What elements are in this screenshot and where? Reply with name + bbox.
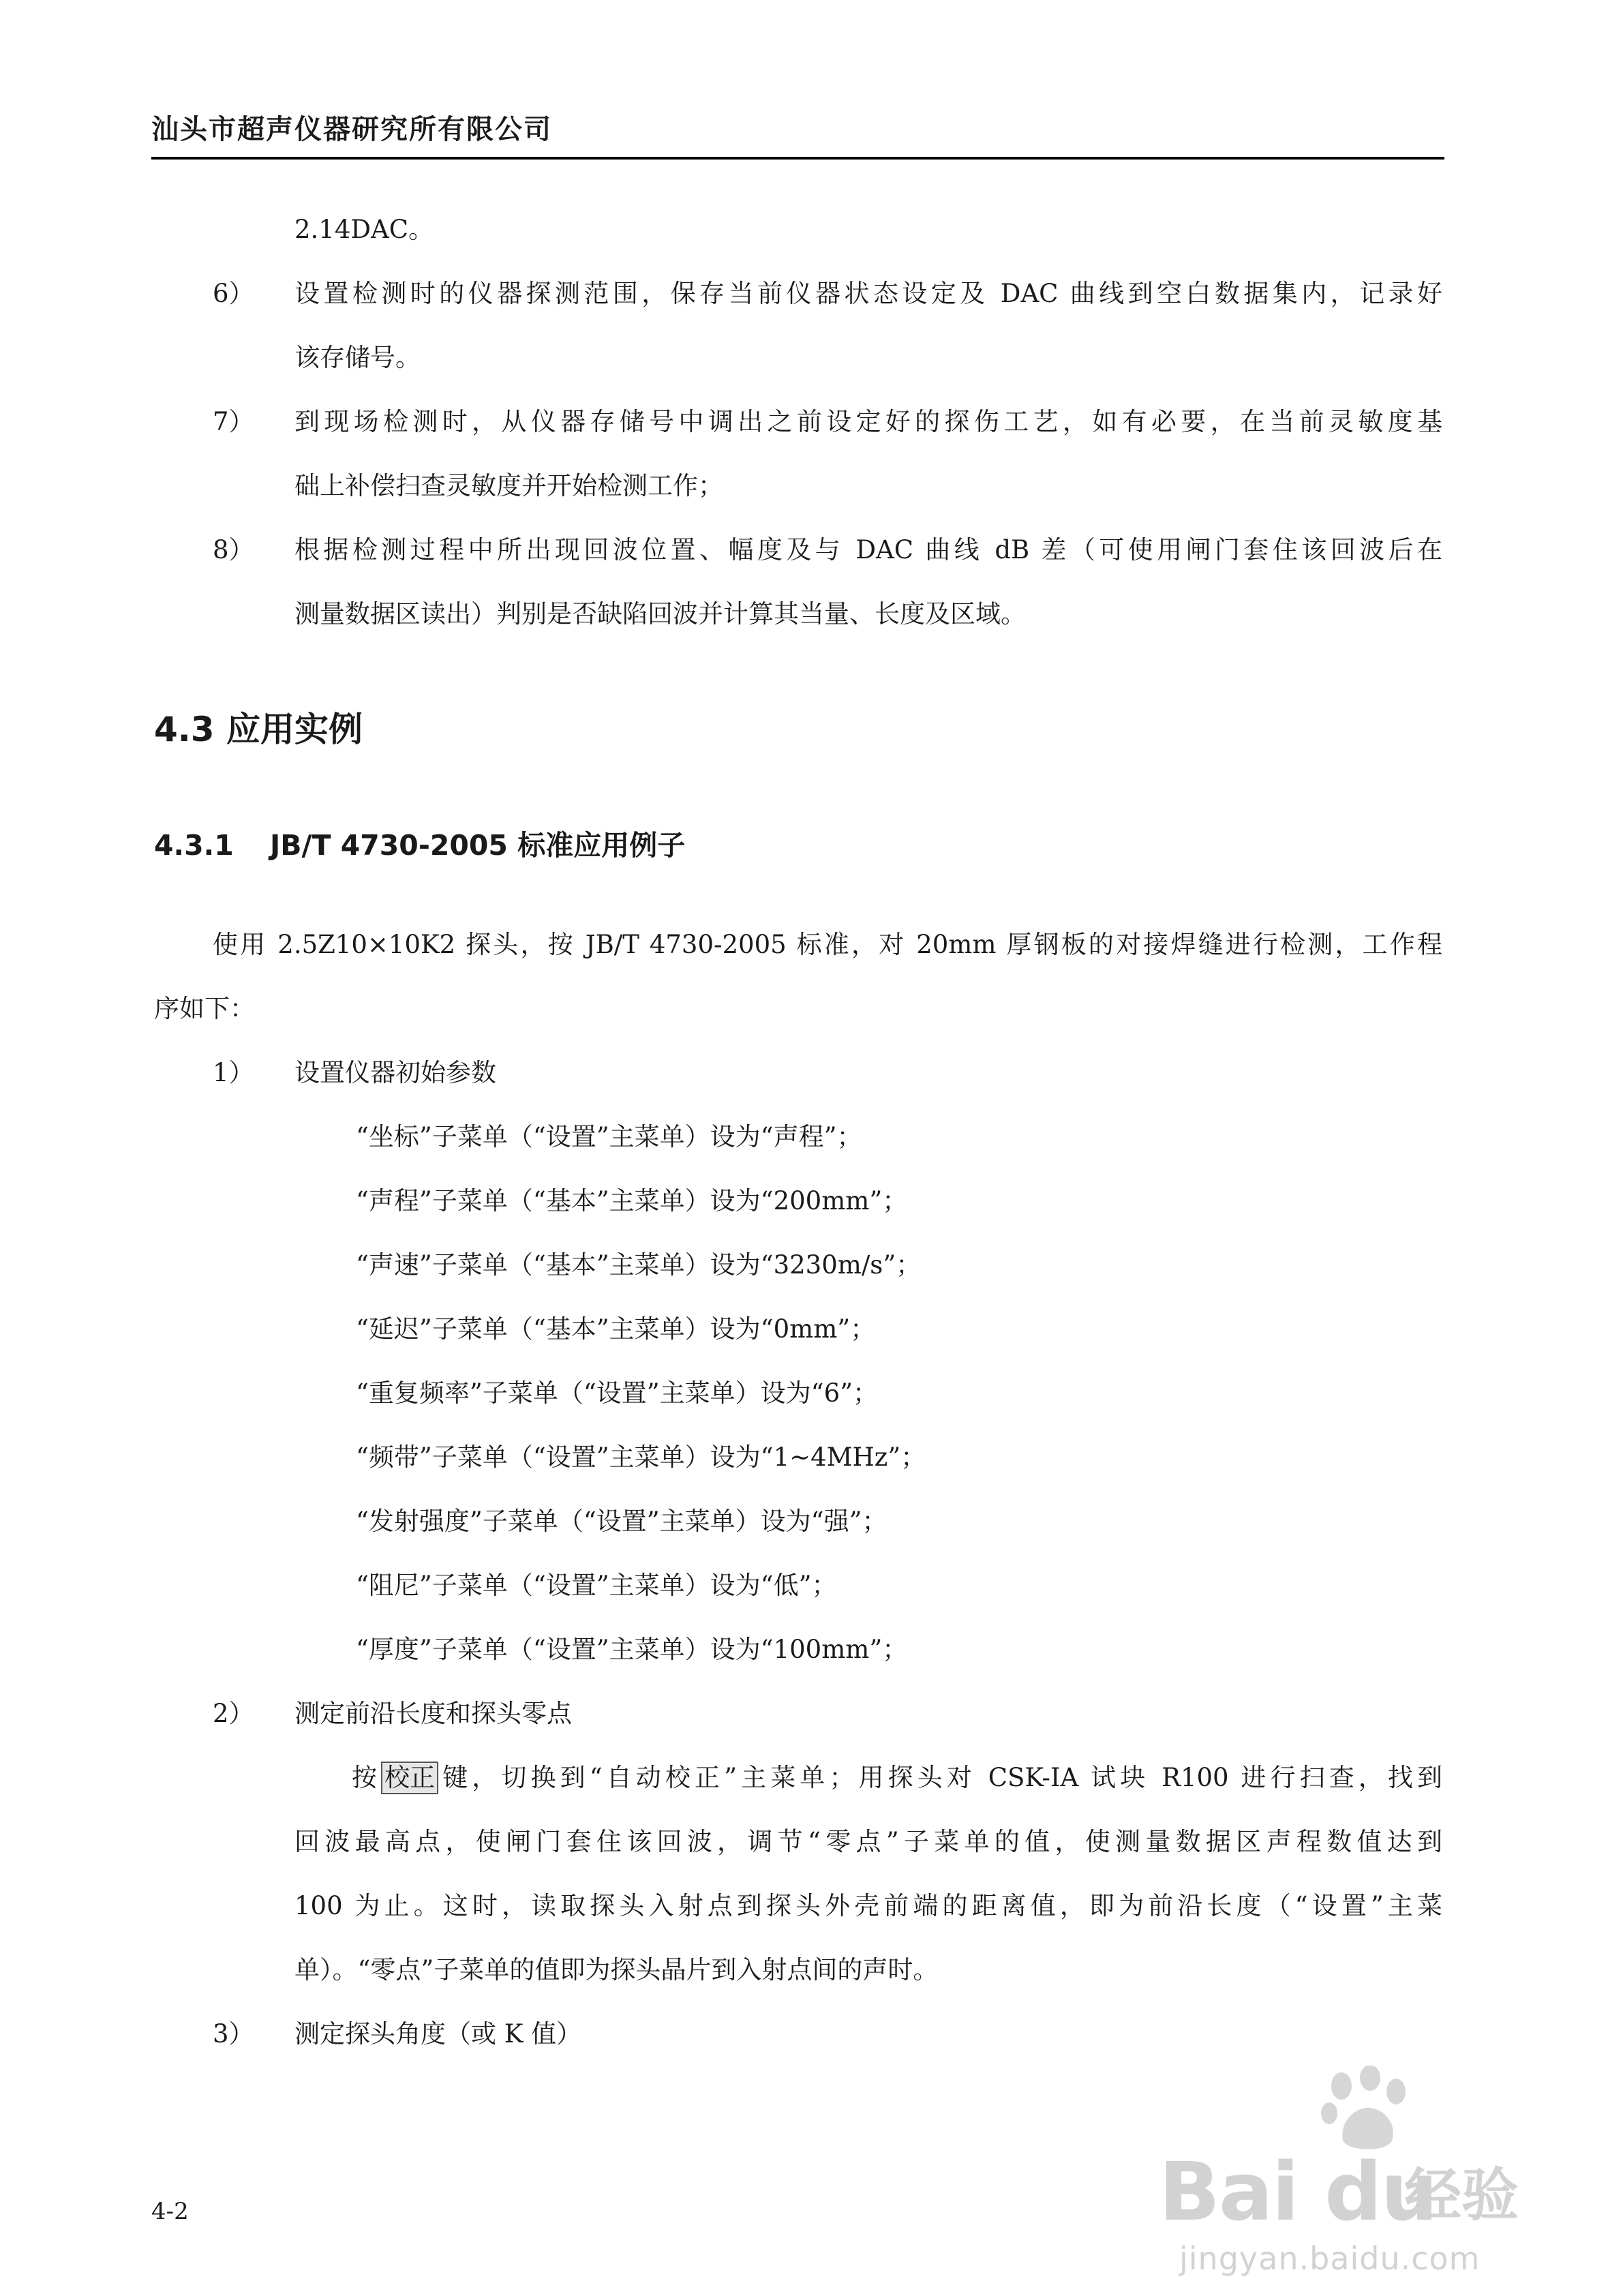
paragraph-prefix: 按 — [352, 1763, 382, 1792]
list-item-line: 设置检测时的仪器探测范围，保存当前仪器状态设定及 DAC 曲线到空白数据集内，记录好 — [294, 279, 1442, 308]
paw-icon — [1316, 2066, 1418, 2154]
watermark-logo: Bai du — [1159, 2145, 1437, 2239]
list-item-number: 8） — [213, 535, 254, 564]
setting-line: “发射强度”子菜单（“设置”主菜单）设为“强”； — [356, 1507, 888, 1536]
watermark-url: jingyan.baidu.com — [1179, 2240, 1481, 2277]
step-title: 测定探头角度（或 K 值） — [294, 2019, 582, 2049]
continuation-text: 2.14DAC。 — [294, 215, 434, 244]
list-item-line: 测量数据区读出）判别是否缺陷回波并计算其当量、长度及区域。 — [294, 599, 1026, 629]
step-number: 1） — [213, 1058, 254, 1087]
setting-line: “延迟”子菜单（“基本”主菜单）设为“0mm”； — [356, 1314, 876, 1344]
paragraph-suffix: 键，切换到“自动校正”主菜单；用探头对 CSK-IA 试块 R100 进行扫查，找到 — [438, 1763, 1442, 1792]
setting-line: “声程”子菜单（“基本”主菜单）设为“200mm”； — [356, 1186, 908, 1215]
setting-line: “声速”子菜单（“基本”主菜单）设为“3230m/s”； — [356, 1250, 922, 1280]
section-heading: 4.3 应用实例 — [154, 710, 363, 749]
list-item-line: 根据检测过程中所出现回波位置、幅度及与 DAC 曲线 dB 差（可使用闸门套住该回波后在 — [294, 535, 1442, 564]
setting-line: “频带”子菜单（“设置”主菜单）设为“1~4MHz”； — [356, 1442, 926, 1472]
setting-line: “重复频率”子菜单（“设置”主菜单）设为“6”； — [356, 1378, 879, 1408]
step-number: 3） — [213, 2019, 254, 2049]
step-paragraph-line: 100 为止。这时，读取探头入射点到探头外壳前端的距离值，即为前沿长度（“设置”主菜 — [294, 1891, 1442, 1920]
list-item-line: 该存储号。 — [294, 343, 421, 372]
step-paragraph-line — [352, 1762, 1442, 1794]
watermark-sub: 经验 — [1404, 2162, 1519, 2229]
intro-line: 使用 2.5Z10×10K2 探头，按 JB/T 4730-2005 标准，对 20mm 厚钢板的对接焊缝进行检测，工作程 — [213, 930, 1442, 959]
calibrate-key: 校正 — [381, 1762, 438, 1794]
list-item-number: 6） — [213, 279, 254, 308]
baidu-jingyan-watermark — [1159, 2066, 1541, 2277]
setting-line: “阻尼”子菜单（“设置”主菜单）设为“低”； — [356, 1571, 837, 1600]
list-item-line: 到现场检测时，从仪器存储号中调出之前设定好的探伤工艺，如有必要，在当前灵敏度基 — [294, 407, 1442, 436]
setting-line: “厚度”子菜单（“设置”主菜单）设为“100mm”； — [356, 1635, 908, 1664]
setting-line: “坐标”子菜单（“设置”主菜单）设为“声程”； — [356, 1122, 862, 1151]
list-item-number: 7） — [213, 407, 254, 436]
step-number: 2） — [213, 1699, 254, 1728]
step-title: 设置仪器初始参数 — [294, 1058, 496, 1087]
subsection-number: 4.3.1 — [154, 829, 234, 862]
page-number: 4-2 — [151, 2198, 189, 2225]
step-paragraph-line: 单）。“零点”子菜单的值即为探头晶片到入射点间的声时。 — [294, 1955, 939, 1984]
page-header-company: 汕头市超声仪器研究所有限公司 — [151, 114, 552, 145]
header-rule — [151, 157, 1444, 160]
step-title: 测定前沿长度和探头零点 — [294, 1699, 572, 1728]
intro-line: 序如下： — [154, 994, 255, 1023]
list-item-line: 础上补偿扫查灵敏度并开始检测工作； — [294, 471, 723, 500]
subsection-title: JB/T 4730-2005 标准应用例子 — [270, 829, 686, 862]
step-paragraph-line: 回波最高点，使闸门套住该回波，调节“零点”子菜单的值，使测量数据区声程数值达到 — [294, 1827, 1442, 1856]
